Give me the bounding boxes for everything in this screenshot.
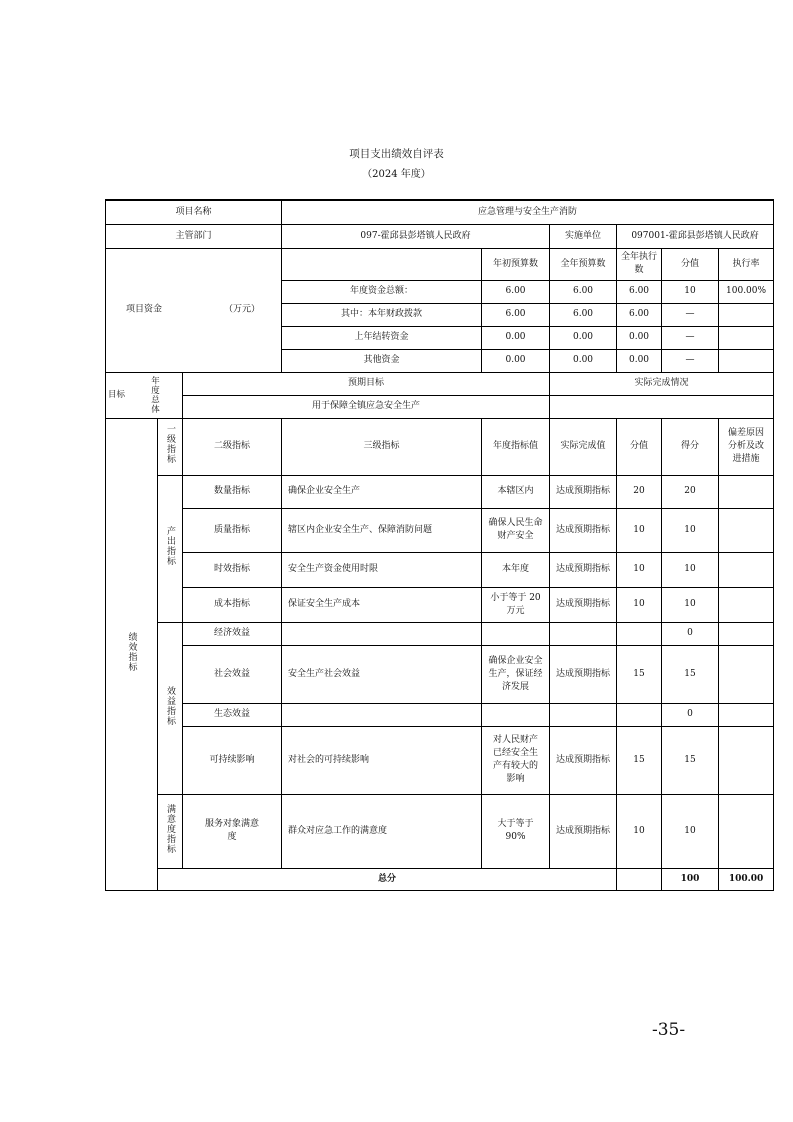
actual-text: 达成预期指标 — [556, 825, 611, 836]
funds-row-name: 其中：本年财政拨款 — [282, 303, 482, 326]
actual-cell — [550, 587, 617, 622]
actual-text: 达成预期指标 — [556, 599, 611, 609]
indicator-section-label: 绩效指标 — [126, 631, 137, 672]
actual-cell — [550, 622, 617, 645]
level3-cell — [282, 703, 482, 726]
target-cell — [482, 794, 550, 868]
implementing-unit-label: 实施单位 — [550, 224, 617, 248]
deviation-cell — [719, 622, 774, 645]
table-row — [106, 645, 774, 703]
indicator-section-label-cell — [106, 418, 158, 890]
target-text: 确保人民生命财产安全 — [488, 518, 543, 541]
score-value-cell: 10 — [617, 508, 662, 552]
target-cell — [482, 726, 550, 794]
level2-cell — [183, 794, 282, 868]
actual-text: 达成预期指标 — [556, 486, 611, 496]
header-level3: 三级指标 — [282, 418, 482, 475]
level2-cell: 成本指标 — [183, 587, 282, 622]
header-level2: 二级指标 — [183, 418, 282, 475]
level1-benefit-cell — [158, 622, 183, 794]
header-target: 年度指标值 — [482, 418, 550, 475]
performance-table — [105, 199, 774, 891]
level2-cell: 生态效益 — [183, 703, 282, 726]
funds-row-rate: 100.00% — [719, 280, 774, 303]
department-label: 主管部门 — [106, 224, 282, 248]
funds-header-blank — [282, 248, 482, 280]
funds-row-rate — [719, 326, 774, 349]
level3-cell: 辖区内企业安全生产、保障消防问题 — [282, 508, 482, 552]
actual-cell — [550, 475, 617, 508]
funds-row-initial: 6.00 — [482, 280, 550, 303]
level2-cell: 质量指标 — [183, 508, 282, 552]
total-score: 100.00 — [719, 868, 774, 890]
goals-label-cell — [106, 372, 183, 418]
level3-cell: 确保企业安全生产 — [282, 475, 482, 508]
funds-row-executed: 6.00 — [617, 280, 662, 303]
actual-text: 达成预期指标 — [556, 564, 611, 574]
document-subtitle: （2024 年度） — [362, 169, 431, 180]
level1-satisfaction-cell — [158, 794, 183, 868]
funds-header-annual: 全年预算数 — [550, 248, 617, 280]
header-deviation-text: 偏差原因分析及改进措施 — [728, 428, 765, 464]
target-cell — [482, 703, 550, 726]
table-row — [106, 552, 774, 587]
indicator-header-row — [106, 418, 774, 475]
deviation-cell — [719, 475, 774, 508]
level1-satisfaction: 满意度指标 — [165, 803, 175, 854]
level3-cell: 对社会的可持续影响 — [282, 726, 482, 794]
goals-label-annual: 年度总体 — [149, 376, 160, 414]
funds-row-executed: 0.00 — [617, 326, 662, 349]
score-value-cell: 10 — [617, 794, 662, 868]
implementing-unit-value: 097001-霍邱县彭塔镇人民政府 — [617, 224, 774, 248]
goals-expected-label: 预期目标 — [183, 372, 550, 395]
table-row — [106, 703, 774, 726]
total-label: 总分 — [158, 868, 617, 890]
score-cell: 15 — [662, 726, 719, 794]
score-value-cell: 10 — [617, 552, 662, 587]
level2-cell: 可持续影响 — [183, 726, 282, 794]
deviation-cell — [719, 552, 774, 587]
score-value-cell: 15 — [617, 645, 662, 703]
goals-expected-value: 用于保障全镇应急安全生产 — [183, 395, 550, 418]
funds-row-initial: 6.00 — [482, 303, 550, 326]
deviation-cell — [719, 794, 774, 868]
total-score-value: 100 — [662, 868, 719, 890]
table-row — [106, 475, 774, 508]
funds-row-initial: 0.00 — [482, 349, 550, 372]
score-cell: 15 — [662, 645, 719, 703]
level3-cell: 安全生产社会效益 — [282, 645, 482, 703]
funds-unit: （万元） — [224, 304, 261, 315]
score-value-cell — [617, 622, 662, 645]
department-value: 097-霍邱县彭塔镇人民政府 — [282, 224, 550, 248]
goals-actual-label: 实际完成情况 — [550, 372, 774, 395]
deviation-cell — [719, 645, 774, 703]
funds-label-cell — [106, 248, 282, 372]
funds-label: 项目资金 — [126, 304, 163, 315]
score-value-cell — [617, 703, 662, 726]
header-score-value: 分值 — [617, 418, 662, 475]
level2-text: 服务对象满意度 — [204, 819, 259, 842]
total-row — [106, 868, 774, 890]
deviation-cell — [719, 587, 774, 622]
goals-header-row — [106, 372, 774, 395]
actual-cell — [550, 508, 617, 552]
level3-cell: 安全生产资金使用时限 — [282, 552, 482, 587]
score-value-cell: 20 — [617, 475, 662, 508]
target-cell: 本辖区内 — [482, 475, 550, 508]
target-cell — [482, 587, 550, 622]
actual-text: 达成预期指标 — [556, 668, 611, 679]
level2-cell: 社会效益 — [183, 645, 282, 703]
funds-header-executed: 全年执行数 — [617, 248, 662, 280]
funds-row-score-value: — — [662, 303, 719, 326]
funds-row-executed: 0.00 — [617, 349, 662, 372]
table-row — [106, 587, 774, 622]
actual-cell — [550, 794, 617, 868]
target-cell — [482, 508, 550, 552]
funds-row-rate — [719, 303, 774, 326]
table-row — [106, 726, 774, 794]
target-text: 确保企业安全生产，保证经济发展 — [488, 655, 543, 692]
funds-row-score-value: 10 — [662, 280, 719, 303]
funds-row-annual: 0.00 — [550, 349, 617, 372]
table-row — [106, 622, 774, 645]
project-name-row — [106, 200, 774, 224]
funds-row-annual: 6.00 — [550, 303, 617, 326]
total-blank — [617, 868, 662, 890]
actual-cell — [550, 703, 617, 726]
score-value-cell: 10 — [617, 587, 662, 622]
score-cell: 10 — [662, 794, 719, 868]
funds-header-score-value: 分值 — [662, 248, 719, 280]
funds-header-row — [106, 248, 774, 280]
level2-cell: 经济效益 — [183, 622, 282, 645]
department-row — [106, 224, 774, 248]
header-level1-cell — [158, 418, 183, 475]
score-cell: 10 — [662, 552, 719, 587]
actual-cell — [550, 645, 617, 703]
funds-row-executed: 6.00 — [617, 303, 662, 326]
actual-cell — [550, 726, 617, 794]
level3-cell: 保证安全生产成本 — [282, 587, 482, 622]
level3-cell: 群众对应急工作的满意度 — [282, 794, 482, 868]
target-cell — [482, 622, 550, 645]
score-cell: 0 — [662, 703, 719, 726]
table-row — [106, 508, 774, 552]
funds-row-name: 年度资金总额： — [282, 280, 482, 303]
project-name-value: 应急管理与安全生产消防 — [282, 200, 774, 224]
funds-row-name: 其他资金 — [282, 349, 482, 372]
actual-text: 达成预期指标 — [556, 524, 611, 535]
page-number: -35- — [652, 1020, 686, 1040]
goals-actual-value — [550, 395, 774, 418]
deviation-cell — [719, 726, 774, 794]
header-deviation — [719, 418, 774, 475]
target-text: 大于等于 90% — [497, 819, 534, 842]
score-value-cell: 15 — [617, 726, 662, 794]
funds-header-rate: 执行率 — [719, 248, 774, 280]
target-text: 小于等于 20 万元 — [490, 592, 541, 616]
funds-row-score-value: — — [662, 326, 719, 349]
level1-output-cell — [158, 475, 183, 622]
score-cell: 20 — [662, 475, 719, 508]
target-text: 对人民财产已经安全生产有较大的影响 — [493, 735, 539, 784]
target-cell — [482, 645, 550, 703]
table-row — [106, 794, 774, 868]
level3-cell — [282, 622, 482, 645]
actual-text: 达成预期指标 — [556, 754, 611, 765]
level2-cell: 数量指标 — [183, 475, 282, 508]
funds-row-initial: 0.00 — [482, 326, 550, 349]
deviation-cell — [719, 508, 774, 552]
level1-benefit: 效益指标 — [165, 685, 175, 726]
funds-header-initial: 年初预算数 — [482, 248, 550, 280]
header-level1: 一级指标 — [165, 424, 175, 464]
header-actual: 实际完成值 — [550, 418, 617, 475]
project-name-label: 项目名称 — [106, 200, 282, 224]
target-cell: 本年度 — [482, 552, 550, 587]
goals-value-row — [106, 395, 774, 418]
funds-row-annual: 0.00 — [550, 326, 617, 349]
header-score: 得分 — [662, 418, 719, 475]
goals-label-target: 目标 — [108, 390, 126, 400]
level1-output: 产出指标 — [165, 526, 175, 566]
score-cell: 10 — [662, 508, 719, 552]
actual-cell — [550, 552, 617, 587]
score-cell: 0 — [662, 622, 719, 645]
level2-cell: 时效指标 — [183, 552, 282, 587]
document-title: 项目支出绩效自评表 — [349, 148, 444, 160]
funds-row-score-value: — — [662, 349, 719, 372]
score-cell: 10 — [662, 587, 719, 622]
funds-row-rate — [719, 349, 774, 372]
deviation-cell — [719, 703, 774, 726]
funds-row-annual: 6.00 — [550, 280, 617, 303]
funds-row-name: 上年结转资金 — [282, 326, 482, 349]
